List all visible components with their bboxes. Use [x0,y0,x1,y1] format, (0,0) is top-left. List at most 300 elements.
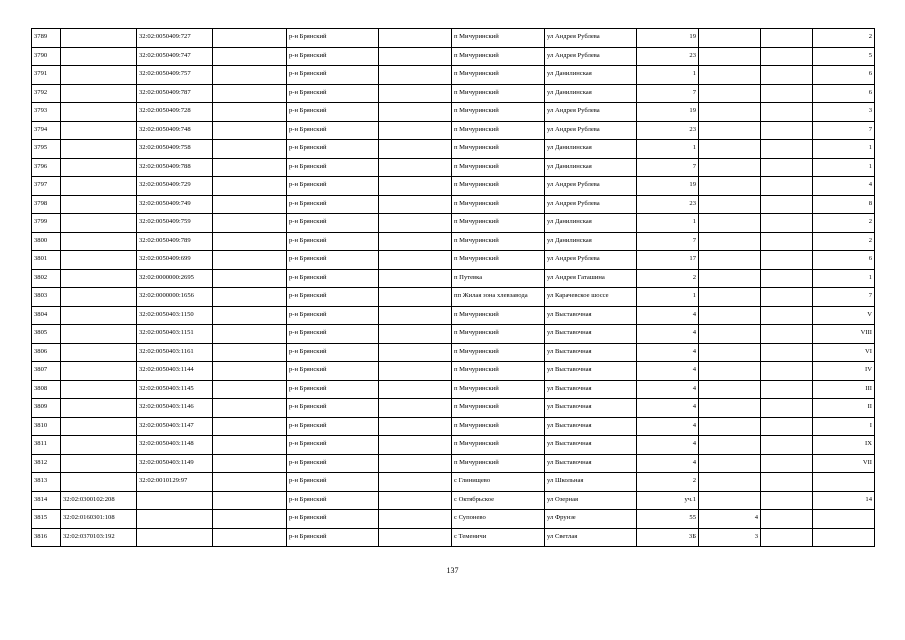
table-cell: ул Выставочная [545,454,637,473]
table-cell: ул Выставочная [545,399,637,418]
table-cell: 4 [813,177,875,196]
table-cell [213,66,287,85]
table-cell [379,214,452,233]
table-cell [213,140,287,159]
table-cell: 3802 [32,269,61,288]
table-cell: 5 [813,47,875,66]
table-cell: р-н Брянский [287,121,379,140]
table-cell [213,380,287,399]
table-cell [213,325,287,344]
table-cell: ул Данилинская [545,158,637,177]
table-cell: 4 [637,343,699,362]
table-cell: 32:02:0050403:1161 [137,343,213,362]
table-cell: 3800 [32,232,61,251]
table-cell: 1 [813,269,875,288]
table-cell: 32:02:0010129:97 [137,473,213,492]
table-cell [761,84,813,103]
table-cell: 3799 [32,214,61,233]
table-cell: р-н Брянский [287,288,379,307]
table-cell: 14 [813,491,875,510]
table-cell: 32:02:0050409:788 [137,158,213,177]
table-cell: 19 [637,29,699,48]
table-cell: 2 [813,232,875,251]
table-cell: р-н Брянский [287,306,379,325]
table-cell: 4 [637,362,699,381]
table-cell: 7 [813,288,875,307]
table-cell: р-н Брянский [287,177,379,196]
table-cell: 32:02:0050409:748 [137,121,213,140]
table-cell: 8 [813,195,875,214]
table-cell [213,232,287,251]
table-row [32,195,875,214]
table-cell: р-н Брянский [287,380,379,399]
table-row [32,158,875,177]
table-cell: 32:02:0050403:1145 [137,380,213,399]
table-cell: 32:02:0050409:787 [137,84,213,103]
table-cell [761,232,813,251]
table-cell: р-н Брянский [287,325,379,344]
table-cell [761,251,813,270]
table-cell: 32:02:0050409:728 [137,103,213,122]
table-cell [761,325,813,344]
table-cell: р-н Брянский [287,528,379,547]
table-cell: ул Фрунзе [545,510,637,529]
table-cell [379,306,452,325]
table-cell [137,528,213,547]
table-cell: п Мичуринский [452,158,545,177]
table-cell: р-н Брянский [287,47,379,66]
table-cell [61,380,137,399]
table-cell: р-н Брянский [287,158,379,177]
table-cell: 3794 [32,121,61,140]
table-cell [699,473,761,492]
table-cell: 3816 [32,528,61,547]
table-row [32,306,875,325]
table-cell [61,288,137,307]
table-cell [699,269,761,288]
table-cell: 55 [637,510,699,529]
table-cell [699,158,761,177]
table-cell: 32:02:0050403:1148 [137,436,213,455]
table-cell: 32:02:0050409:757 [137,66,213,85]
table-cell: 3809 [32,399,61,418]
table-row [32,214,875,233]
table-cell [699,491,761,510]
table-cell: ул Данилинская [545,232,637,251]
table-cell: 32:02:0050403:1151 [137,325,213,344]
table-cell: 1 [637,288,699,307]
table-cell: V [813,306,875,325]
table-cell: п Мичуринский [452,84,545,103]
table-cell: п Мичуринский [452,306,545,325]
table-cell [761,362,813,381]
table-cell [379,491,452,510]
table-cell: р-н Брянский [287,214,379,233]
table-cell: ул Андрея Рублева [545,177,637,196]
table-cell: 2 [813,214,875,233]
table-cell [213,491,287,510]
table-cell [761,66,813,85]
table-cell: ул Карачевское шоссе [545,288,637,307]
table-row [32,121,875,140]
table-cell: 3805 [32,325,61,344]
register-table [31,28,875,547]
table-cell [61,121,137,140]
table-cell: р-н Брянский [287,29,379,48]
table-body [32,29,875,547]
table-row [32,103,875,122]
table-cell: 3803 [32,288,61,307]
table-cell: 19 [637,177,699,196]
table-cell [379,288,452,307]
table-cell: п Мичуринский [452,399,545,418]
table-cell: 3 [699,528,761,547]
table-cell [213,214,287,233]
table-row [32,436,875,455]
table-cell [379,29,452,48]
table-cell: п Мичуринский [452,29,545,48]
table-cell [379,399,452,418]
table-cell [213,195,287,214]
table-cell [213,362,287,381]
table-cell: 32:02:0050409:727 [137,29,213,48]
table-cell [213,306,287,325]
table-cell [379,436,452,455]
table-cell [379,362,452,381]
table-cell: 2 [813,29,875,48]
table-cell [699,195,761,214]
table-row [32,232,875,251]
table-cell [761,473,813,492]
table-cell [61,29,137,48]
table-cell [379,269,452,288]
table-cell: 32:02:0050403:1147 [137,417,213,436]
table-cell: ул Андрея Гаташина [545,269,637,288]
table-row [32,325,875,344]
table-cell: п Мичуринский [452,362,545,381]
table-cell [61,436,137,455]
table-cell: 1 [637,214,699,233]
table-cell: 32:02:0050409:699 [137,251,213,270]
table-row [32,399,875,418]
table-cell: п Мичуринский [452,232,545,251]
table-cell: п Мичуринский [452,454,545,473]
table-cell: 32:02:0050403:1150 [137,306,213,325]
table-cell: 6 [813,84,875,103]
table-cell: 4 [637,399,699,418]
table-cell: IX [813,436,875,455]
table-cell: 32:02:0050409:759 [137,214,213,233]
table-row [32,84,875,103]
table-cell [699,362,761,381]
table-cell [379,528,452,547]
table-cell [61,251,137,270]
table-cell: ул Выставочная [545,436,637,455]
table-cell [379,417,452,436]
table-row [32,510,875,529]
table-cell [379,121,452,140]
table-cell: с Теменичи [452,528,545,547]
table-row [32,47,875,66]
table-cell: 6 [813,251,875,270]
table-cell: 3793 [32,103,61,122]
table-cell [379,232,452,251]
table-cell: п Мичуринский [452,343,545,362]
table-cell [761,214,813,233]
table-cell: 3810 [32,417,61,436]
table-cell: р-н Брянский [287,232,379,251]
table-cell [213,436,287,455]
table-cell: 3796 [32,158,61,177]
table-cell: 3790 [32,47,61,66]
table-cell: р-н Брянский [287,491,379,510]
table-cell [61,103,137,122]
table-row [32,140,875,159]
table-cell: 3808 [32,380,61,399]
table-cell: ул Андрея Рублева [545,121,637,140]
table-cell: п Мичуринский [452,436,545,455]
table-cell [761,417,813,436]
table-cell [761,29,813,48]
table-cell [761,436,813,455]
table-cell: 32:02:0050403:1149 [137,454,213,473]
table-cell: р-н Брянский [287,251,379,270]
table-cell: р-н Брянский [287,436,379,455]
table-cell [379,251,452,270]
table-cell: ул Данилинская [545,214,637,233]
table-cell: с Супонево [452,510,545,529]
table-row [32,380,875,399]
table-cell: 4 [637,436,699,455]
table-cell: 7 [637,84,699,103]
table-cell: VIII [813,325,875,344]
table-cell: р-н Брянский [287,362,379,381]
table-cell: р-н Брянский [287,195,379,214]
table-cell: п Мичуринский [452,140,545,159]
table-cell: п Мичуринский [452,251,545,270]
table-cell [213,528,287,547]
table-cell [213,399,287,418]
table-cell: 3795 [32,140,61,159]
table-cell: 1 [813,158,875,177]
table-cell [761,528,813,547]
table-cell [379,84,452,103]
table-cell: ул Выставочная [545,325,637,344]
table-cell: 7 [637,158,699,177]
table-cell: ул Данилинская [545,66,637,85]
table-cell [61,325,137,344]
table-cell: 23 [637,121,699,140]
table-cell [213,269,287,288]
table-cell [61,343,137,362]
table-cell [379,103,452,122]
table-cell [761,454,813,473]
table-cell [379,325,452,344]
table-cell: п Мичуринский [452,214,545,233]
table-cell [761,399,813,418]
table-cell [213,29,287,48]
table-cell: ул Школьная [545,473,637,492]
table-cell [699,436,761,455]
table-cell: п Мичуринский [452,103,545,122]
table-cell: р-н Брянский [287,399,379,418]
table-row [32,66,875,85]
table-cell [61,473,137,492]
table-cell: 32:02:0000000:2695 [137,269,213,288]
table-cell [213,121,287,140]
table-cell: I [813,417,875,436]
table-cell: п Мичуринский [452,417,545,436]
table-cell: 3792 [32,84,61,103]
table-cell [813,473,875,492]
table-cell: 4 [637,306,699,325]
table-cell [699,47,761,66]
table-cell [213,103,287,122]
table-row [32,269,875,288]
table-row [32,417,875,436]
table-cell [61,362,137,381]
table-cell: 1 [813,140,875,159]
table-cell [379,158,452,177]
table-cell [813,510,875,529]
table-cell: 32:02:0160301:108 [61,510,137,529]
table-cell [379,195,452,214]
table-cell: р-н Брянский [287,103,379,122]
table-cell [61,417,137,436]
table-cell [213,177,287,196]
table-cell: с Октябрьское [452,491,545,510]
table-cell: 3815 [32,510,61,529]
page-number: 137 [446,566,459,575]
table-cell [61,454,137,473]
table-cell: 23 [637,195,699,214]
table-cell: р-н Брянский [287,454,379,473]
table-cell [61,232,137,251]
table-cell: ул Данилинская [545,140,637,159]
table-cell [61,177,137,196]
table-cell [699,140,761,159]
table-cell [699,417,761,436]
table-cell [699,288,761,307]
table-cell [761,380,813,399]
table-cell [699,325,761,344]
table-cell: ул Андрея Рублева [545,103,637,122]
table-cell [761,510,813,529]
table-cell [699,454,761,473]
table-cell [761,306,813,325]
table-cell: 2 [637,473,699,492]
table-cell [761,195,813,214]
table-cell [379,47,452,66]
table-cell: ул Данилинская [545,84,637,103]
table-cell: р-н Брянский [287,140,379,159]
table-cell: 4 [699,510,761,529]
table-cell: II [813,399,875,418]
table-row [32,473,875,492]
table-cell: III [813,380,875,399]
table-cell: ул Выставочная [545,417,637,436]
table-cell: 4 [637,454,699,473]
table-cell: 23 [637,47,699,66]
table-cell: ул Андрея Рублева [545,29,637,48]
table-cell [699,232,761,251]
table-cell: п Путевка [452,269,545,288]
table-cell [761,103,813,122]
table-cell [379,343,452,362]
table-cell: 3Б [637,528,699,547]
table-row [32,177,875,196]
table-cell: ул Выставочная [545,362,637,381]
table-cell [61,47,137,66]
table-cell [761,121,813,140]
table-cell: 4 [637,417,699,436]
table-cell: п Мичуринский [452,47,545,66]
table-cell [213,47,287,66]
table-cell: ул Выставочная [545,343,637,362]
table-row [32,288,875,307]
table-cell: п Мичуринский [452,195,545,214]
table-cell [699,214,761,233]
table-cell: 32:02:0050409:729 [137,177,213,196]
table-cell [213,417,287,436]
table-cell [61,66,137,85]
table-cell [213,251,287,270]
table-cell [761,140,813,159]
table-cell: 3801 [32,251,61,270]
table-cell: 3804 [32,306,61,325]
table-cell: 1 [637,66,699,85]
table-cell: 3789 [32,29,61,48]
table-cell [213,288,287,307]
table-cell [761,47,813,66]
table-cell: 3797 [32,177,61,196]
table-cell: ул Андрея Рублева [545,195,637,214]
table-cell [61,214,137,233]
table-cell: VII [813,454,875,473]
table-cell [61,158,137,177]
table-cell [699,121,761,140]
table-cell: уч.1 [637,491,699,510]
table-cell: р-н Брянский [287,84,379,103]
table-cell: п Мичуринский [452,380,545,399]
table-cell: р-н Брянский [287,417,379,436]
table-cell: 17 [637,251,699,270]
table-cell: 1 [637,140,699,159]
table-cell: р-н Брянский [287,510,379,529]
table-cell [761,158,813,177]
table-row [32,362,875,381]
table-cell: п Мичуринский [452,177,545,196]
table-cell [379,473,452,492]
table-cell [379,380,452,399]
table-cell: 3812 [32,454,61,473]
table-cell: ул Светлая [545,528,637,547]
table-cell: п Мичуринский [452,121,545,140]
table-cell: 19 [637,103,699,122]
table-cell [61,140,137,159]
table-cell: 3814 [32,491,61,510]
table-cell [761,177,813,196]
table-cell: п Мичуринский [452,325,545,344]
table-cell: р-н Брянский [287,343,379,362]
table-cell [379,66,452,85]
table-cell: 2 [637,269,699,288]
table-cell [61,195,137,214]
table-cell [61,399,137,418]
table-cell [213,84,287,103]
table-cell: 7 [813,121,875,140]
table-cell: ул Выставочная [545,306,637,325]
